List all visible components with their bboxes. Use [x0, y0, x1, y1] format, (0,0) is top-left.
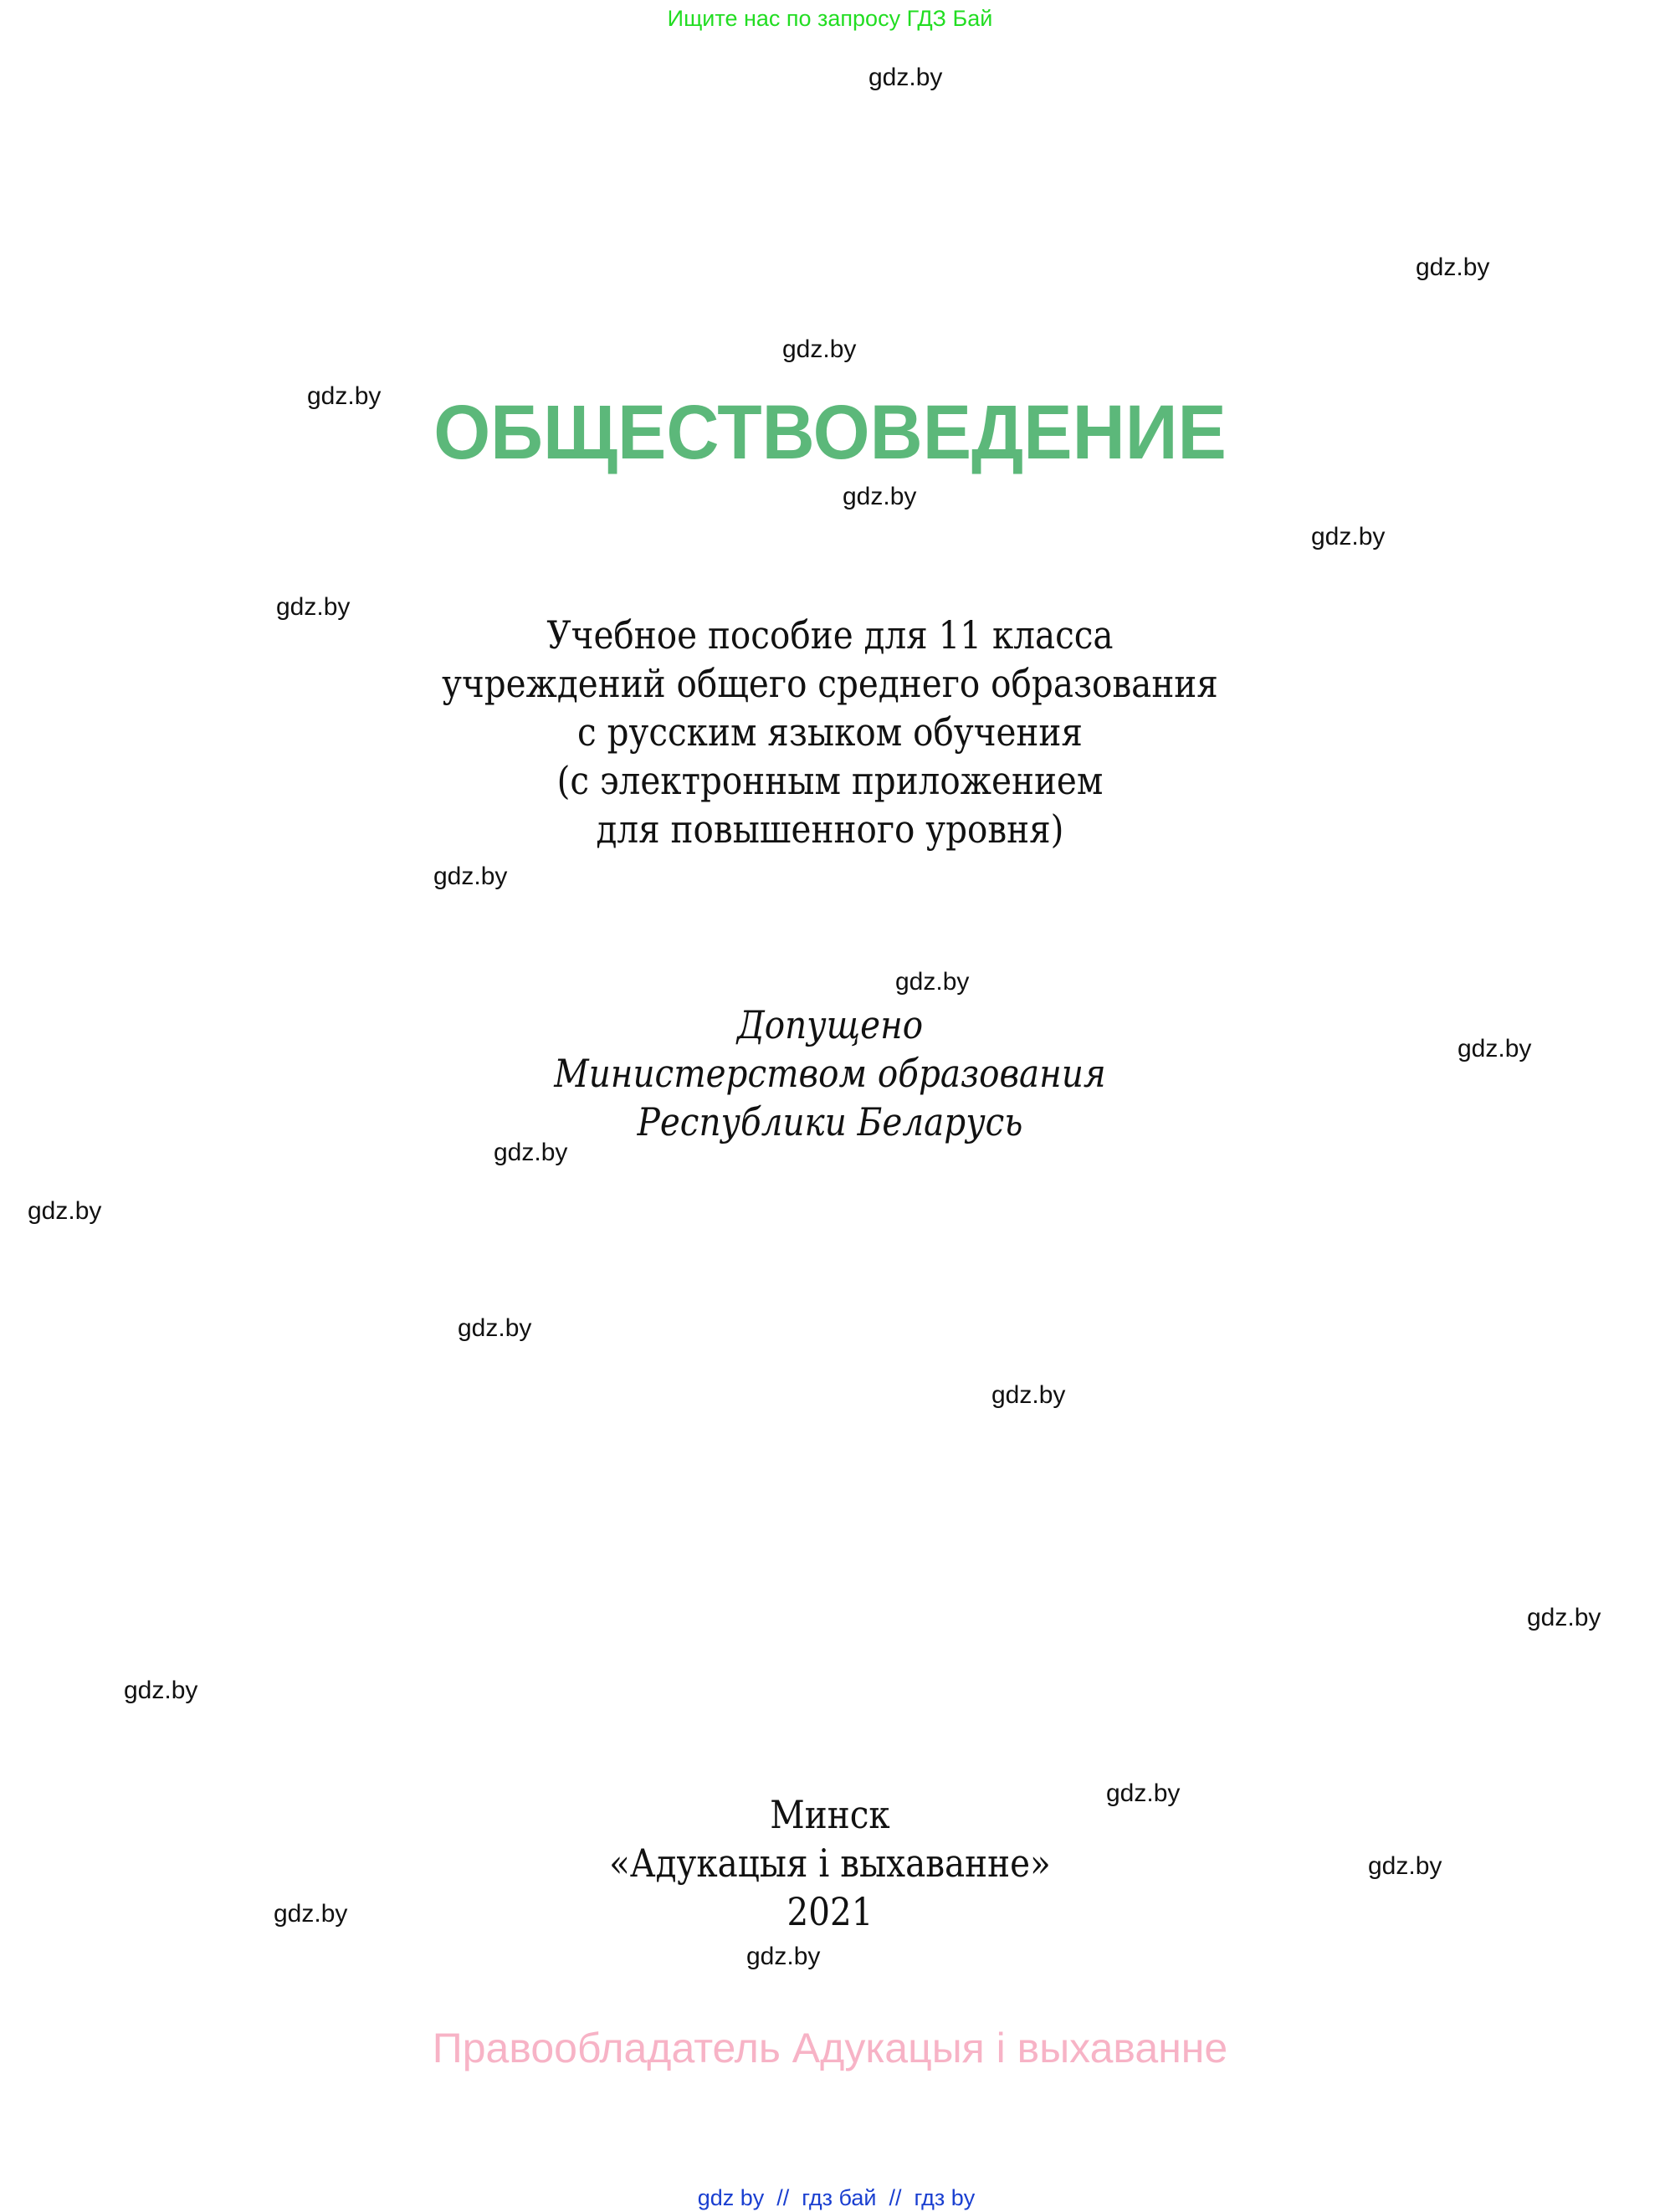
subtitle-line: с русским языком обучения [577, 709, 1083, 755]
watermark-text: gdz.by [991, 1381, 1066, 1409]
watermark-text: gdz.by [1106, 1779, 1181, 1807]
subtitle-line: (с электронным приложением [556, 758, 1104, 803]
approval-line: Допущено [736, 1002, 924, 1047]
watermark-text: gdz.by [1368, 1852, 1442, 1880]
book-title: ОБЩЕСТВОВЕДЕНИЕ [433, 390, 1227, 475]
watermark-text: gdz.by [276, 593, 351, 621]
subtitle-line: Учебное пособие для 11 класса [546, 612, 1114, 658]
watermark-text: gdz.by [28, 1197, 102, 1225]
subtitle-line: для повышенного уровня) [596, 806, 1064, 852]
book-subtitle [0, 611, 1660, 853]
approval-line: Республики Беларусь [637, 1099, 1023, 1144]
watermark-text: gdz.by [895, 968, 970, 996]
watermark-text: gdz.by [494, 1139, 568, 1166]
imprint-year: 2021 [786, 1889, 874, 1934]
watermark-text: gdz.by [307, 382, 382, 410]
watermark-text: gdz.by [433, 863, 508, 890]
watermark-text: gdz.by [274, 1900, 348, 1928]
ministry-approval [0, 1001, 1660, 1146]
subtitle-line: учреждений общего среднего образования [442, 661, 1218, 706]
footer-separator: // [764, 2185, 802, 2210]
search-hint-banner: Ищите нас по запросу ГДЗ Бай [667, 6, 993, 31]
watermark-text: gdz.by [1527, 1604, 1601, 1631]
watermark-text: gdz.by [1416, 253, 1490, 281]
watermark-text: gdz.by [782, 335, 857, 363]
publisher-imprint [0, 1790, 1660, 1936]
imprint-city: Минск [770, 1792, 890, 1837]
copyright-holder: Правообладатель Адукацыя і выхаванне [432, 2025, 1228, 2071]
footer-link-gdz-bai[interactable]: гдз бай [802, 2185, 877, 2210]
footer-separator: // [876, 2185, 915, 2210]
imprint-publisher: «Адукацыя і выхаванне» [609, 1841, 1051, 1886]
watermark-text: gdz.by [868, 64, 943, 91]
watermark-text: gdz.by [746, 1943, 821, 1970]
approval-line: Министерством образования [554, 1051, 1106, 1096]
watermark-text: gdz.by [458, 1314, 532, 1342]
footer-link-gdz-by[interactable]: gdz by [697, 2185, 765, 2210]
footer-link-gdz-by-cyr[interactable]: гдз by [914, 2185, 976, 2210]
watermark-text: gdz.by [1311, 523, 1386, 550]
footer-links [0, 2155, 1660, 2212]
watermark-text: gdz.by [843, 483, 917, 510]
watermark-text: gdz.by [1458, 1035, 1532, 1062]
watermark-text: gdz.by [124, 1677, 198, 1704]
